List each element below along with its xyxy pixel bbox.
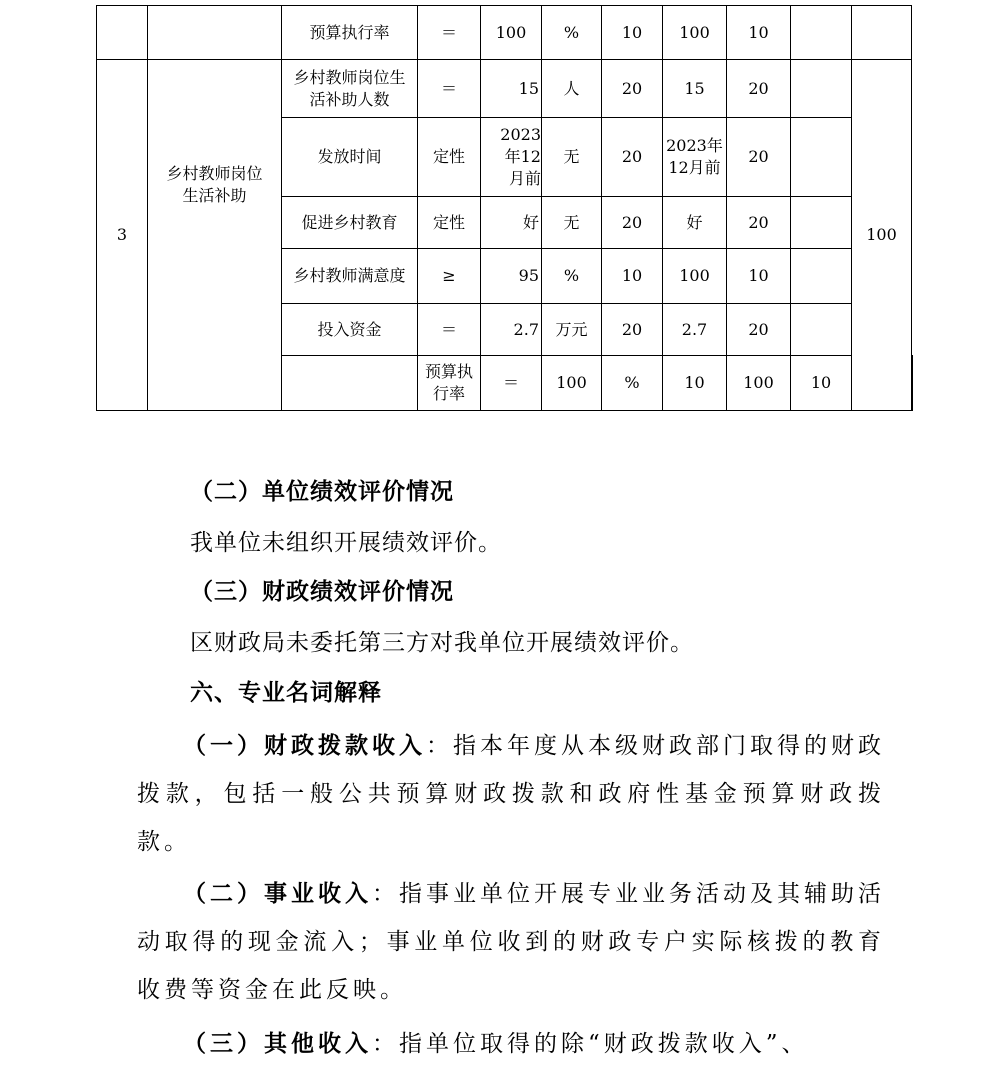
- symbol-cell: ≥: [418, 249, 481, 304]
- score-cell: 20: [727, 197, 791, 249]
- cell-empty: [791, 60, 852, 118]
- indicator-cell: 乡村教师满意度: [282, 249, 418, 304]
- actual-cell: 2023年12月前: [663, 118, 727, 197]
- actual-cell: 2.7: [663, 304, 727, 356]
- table-row: [97, 6, 913, 60]
- project-name-cell: [148, 60, 282, 411]
- target-cell: 2023年12月前: [481, 118, 542, 197]
- score-cell: 10: [791, 356, 852, 411]
- cell-empty: [148, 6, 282, 60]
- cell-empty: [791, 249, 852, 304]
- actual-cell: 100: [727, 356, 791, 411]
- weight-cell: 20: [602, 118, 663, 197]
- weight-cell: 10: [602, 6, 663, 60]
- term-label: （一）财政拨款收入: [183, 733, 426, 759]
- glossary-heading: 六、专业名词解释: [190, 680, 382, 706]
- cell-empty: [791, 6, 852, 60]
- weight-cell: 10: [602, 249, 663, 304]
- score-cell: 20: [727, 60, 791, 118]
- cell-empty: [282, 356, 418, 411]
- symbol-cell: ＝: [418, 60, 481, 118]
- symbol-cell: 定性: [418, 197, 481, 249]
- unit-cell: %: [542, 249, 602, 304]
- term-definition: ：指事业单位开展专业业务活动及其辅助活动取得的现金流入；事业单位收到的财政专户实际核拨的教育收费等资金在此反映。: [137, 881, 885, 1003]
- score-cell: 20: [727, 304, 791, 356]
- total-score-cell: 100: [852, 60, 912, 411]
- unit-eval-heading: （二）单位绩效评价情况: [190, 479, 454, 505]
- unit-cell: 无: [542, 118, 602, 197]
- term-label: （二）事业收入: [183, 881, 372, 907]
- cell-empty: [791, 304, 852, 356]
- score-cell: 10: [727, 6, 791, 60]
- unit-cell: 人: [542, 60, 602, 118]
- unit-eval-text: 我单位未组织开展绩效评价。: [190, 530, 502, 556]
- symbol-cell: ＝: [418, 304, 481, 356]
- term-paragraph-business-income: [137, 870, 885, 1014]
- project-name: 乡村教师岗位生活补助: [166, 164, 263, 205]
- fiscal-eval-heading: （三）财政绩效评价情况: [190, 579, 454, 605]
- unit-cell: %: [542, 6, 602, 60]
- target-cell: 2.7: [481, 304, 542, 356]
- indicator-cell: 促进乡村教育: [282, 197, 418, 249]
- score-cell: 10: [727, 249, 791, 304]
- actual-cell: 100: [663, 249, 727, 304]
- cell-empty: [791, 197, 852, 249]
- target-cell: 100: [481, 6, 542, 60]
- actual-cell: 好: [663, 197, 727, 249]
- target-cell: 100: [542, 356, 602, 411]
- term-definition: ：指单位取得的除“财政拨款收入”、: [372, 1031, 809, 1057]
- symbol-cell: 定性: [418, 118, 481, 197]
- project-index-cell: 3: [97, 60, 148, 411]
- symbol-cell: ＝: [481, 356, 542, 411]
- indicator-cell: 乡村教师岗位生活补助人数: [282, 60, 418, 118]
- target-cell: 好: [481, 197, 542, 249]
- indicator-cell: 预算执行率: [418, 356, 481, 411]
- target-cell: 15: [481, 60, 542, 118]
- term-paragraph-fiscal-appropriation: [137, 722, 885, 866]
- table-row: [97, 60, 913, 118]
- weight-cell: 20: [602, 304, 663, 356]
- unit-cell: 万元: [542, 304, 602, 356]
- weight-cell: 20: [602, 60, 663, 118]
- unit-cell: 无: [542, 197, 602, 249]
- performance-table: [96, 5, 913, 411]
- cell-empty: [912, 356, 913, 411]
- weight-cell: 10: [663, 356, 727, 411]
- indicator-cell: 发放时间: [282, 118, 418, 197]
- symbol-cell: ＝: [418, 6, 481, 60]
- unit-cell: %: [602, 356, 663, 411]
- target-cell: 95: [481, 249, 542, 304]
- actual-cell: 15: [663, 60, 727, 118]
- weight-cell: 20: [602, 197, 663, 249]
- score-cell: 20: [727, 118, 791, 197]
- indicator-cell: 预算执行率: [282, 6, 418, 60]
- cell-empty: [791, 118, 852, 197]
- term-definition: ：指本年度从本级财政部门取得的财政拨款，包括一般公共预算财政拨款和政府性基金预算财政拨款。: [137, 733, 885, 855]
- cell-empty: [97, 6, 148, 60]
- cell-empty: [852, 6, 912, 60]
- fiscal-eval-text: 区财政局未委托第三方对我单位开展绩效评价。: [190, 630, 694, 656]
- term-paragraph-other-income: [137, 1020, 885, 1068]
- term-label: （三）其他收入: [183, 1031, 372, 1057]
- actual-cell: 100: [663, 6, 727, 60]
- indicator-cell: 投入资金: [282, 304, 418, 356]
